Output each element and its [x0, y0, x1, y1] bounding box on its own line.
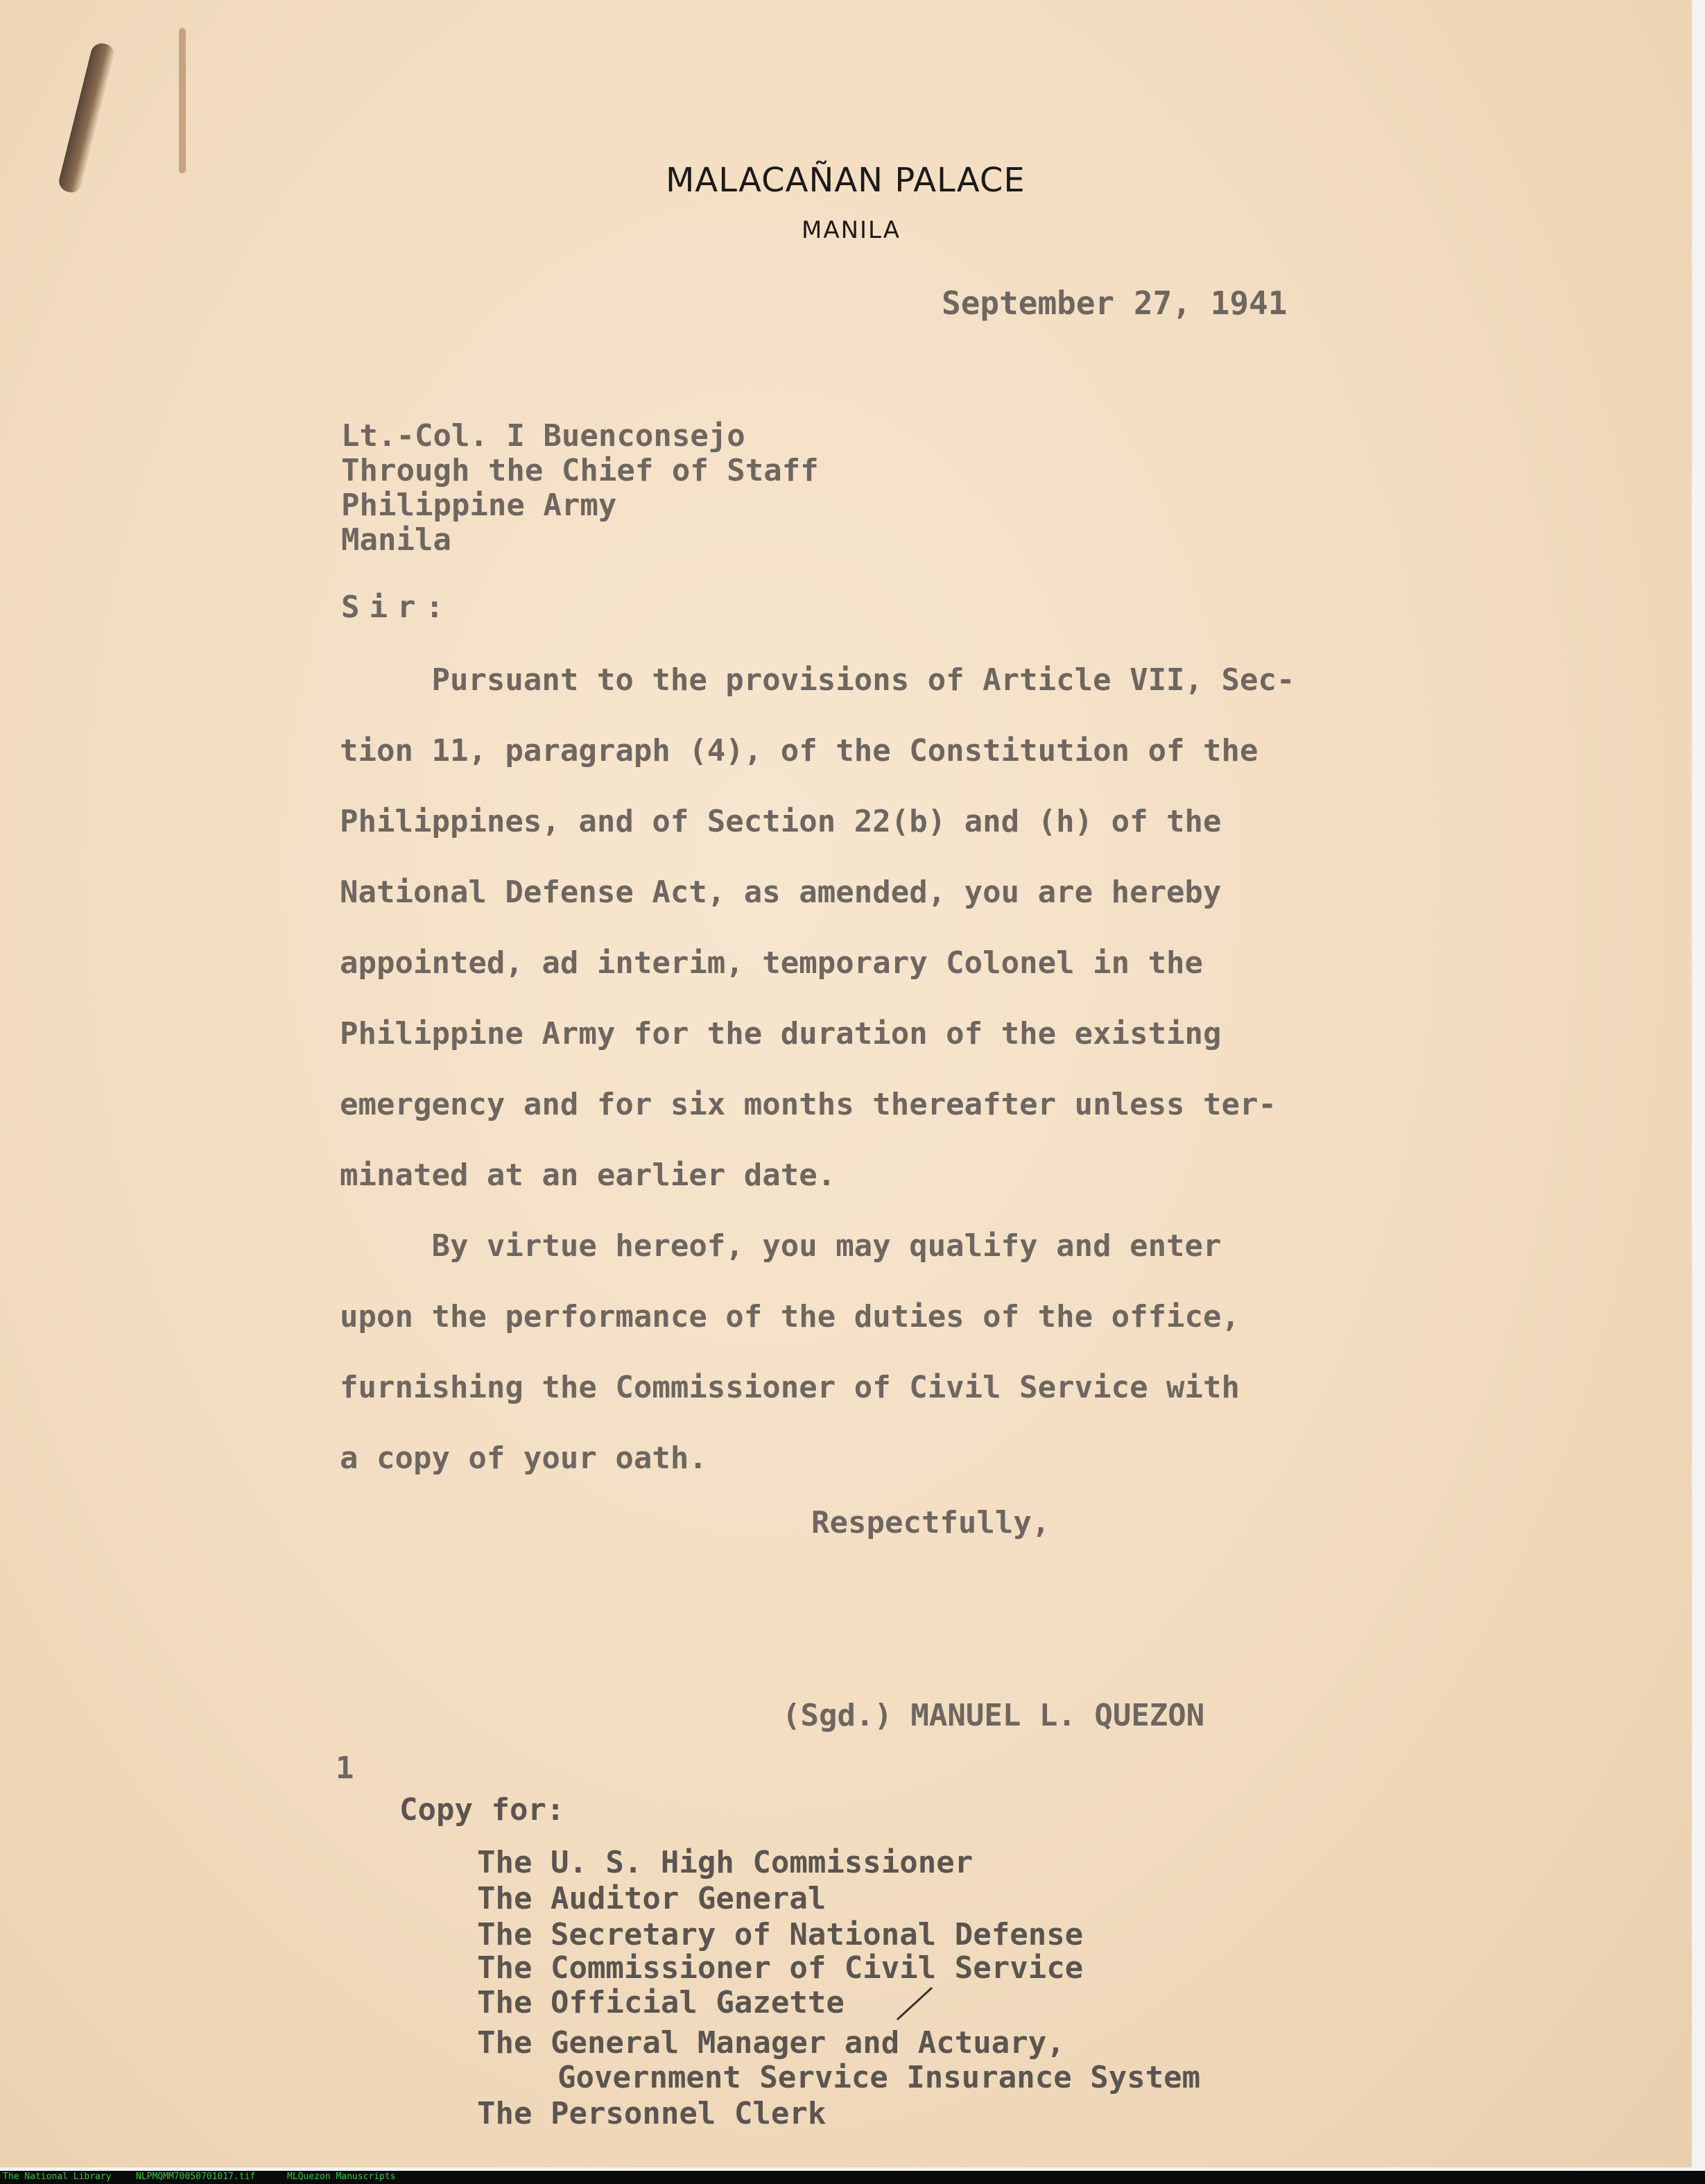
copy-for-heading: Copy for:	[399, 1792, 565, 1828]
letterhead-title: MALACAÑAN PALACE	[666, 161, 1025, 200]
body-line: tion 11, paragraph (4), of the Constitution of the	[340, 733, 1258, 768]
ink-stain	[57, 41, 116, 195]
addressee-line: Through the Chief of Staff	[341, 453, 819, 488]
letter-date: September 27, 1941	[942, 284, 1288, 322]
body-line: upon the performance of the duties of the office,	[340, 1299, 1240, 1334]
body-line: Philippines, and of Section 22(b) and (h) of the	[340, 804, 1222, 839]
check-mark-icon	[894, 1984, 936, 2025]
letterhead-city: MANILA	[802, 216, 901, 244]
body-line: Philippine Army for the duration of the existing	[340, 1016, 1222, 1051]
enclosure-mark: 1	[336, 1751, 354, 1786]
body-line: emergency and for six months thereafter unless ter-	[340, 1087, 1277, 1122]
body-line: minated at an earlier date.	[340, 1158, 836, 1193]
copy-for-item-continuation: Government Service Insurance System	[557, 2060, 1201, 2095]
addressee-line: Lt.-Col. I Buenconsejo	[341, 418, 745, 454]
body-line: Pursuant to the provisions of Article VII, Sec-	[340, 662, 1295, 698]
body-line: By virtue hereof, you may qualify and enter	[340, 1228, 1222, 1264]
copy-for-item: The Official Gazette	[477, 1985, 845, 2020]
footer-library: The National Library	[3, 2172, 112, 2182]
addressee-line: Manila	[341, 522, 451, 558]
copy-for-item: The General Manager and Actuary,	[477, 2025, 1065, 2061]
fold-crease	[179, 28, 186, 173]
body-line: furnishing the Commissioner of Civil Service with	[340, 1370, 1240, 1405]
body-line: National Defense Act, as amended, you are hereby	[340, 875, 1222, 910]
copy-for-item: The U. S. High Commissioner	[477, 1845, 973, 1880]
addressee-line: Philippine Army	[341, 488, 617, 523]
footer-file: NLPMQMM70050701017.tif	[136, 2172, 256, 2182]
body-line: a copy of your oath.	[340, 1441, 707, 1476]
copy-for-item: The Commissioner of Civil Service	[477, 1950, 1084, 1986]
copy-for-item: The Auditor General	[477, 1881, 826, 1916]
body-line: appointed, ad interim, temporary Colonel in the	[340, 945, 1204, 981]
closing: Respectfully,	[811, 1505, 1050, 1540]
footer-collection: MLQuezon Manuscripts	[287, 2172, 396, 2182]
archive-footer	[0, 2171, 1705, 2184]
signature: (Sgd.) MANUEL L. QUEZON	[782, 1698, 1205, 1733]
salutation: Sir:	[341, 590, 453, 625]
copy-for-item: The Secretary of National Defense	[477, 1917, 1084, 1952]
copy-for-item: The Personnel Clerk	[477, 2096, 826, 2131]
